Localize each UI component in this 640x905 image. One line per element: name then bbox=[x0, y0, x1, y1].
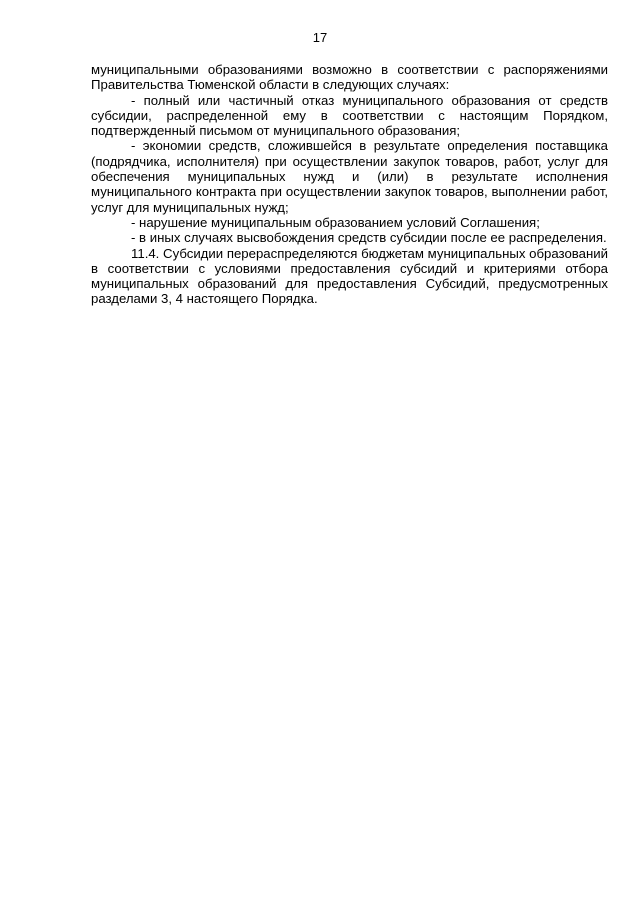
clause-11-4: 11.4. Субсидии перераспределяются бюджетам муниципальных образований в соответствии с условиями предоставления субсидий и критериями отбора муниципальных образований для предоставления Субсидий, предусмотренных разделами 3, 4 настоящего Порядка. bbox=[91, 245, 608, 307]
document-body bbox=[91, 62, 608, 307]
list-item-other-cases: - в иных случаях высвобождения средств субсидии после ее распределения. bbox=[131, 230, 607, 246]
list-item-violation: - нарушение муниципальным образованием условий Соглашения; bbox=[131, 214, 540, 230]
page-number: 17 bbox=[312, 30, 328, 45]
list-item-refusal: - полный или частичный отказ муниципального образования от средств субсидии, распределенной ему в соответствии с настоящим Порядком, подтвержденный письмом от муниципального образования; bbox=[91, 92, 608, 139]
list-item-savings: - экономии средств, сложившейся в результате определения поставщика (подрядчика, исполнителя) при осуществлении закупок товаров, работ, услуг для обеспечения муниципальных нужд и (или) в результате исполнения муниципального контракта при осуществлении закупок товаров, выполнении работ, услуг для муниципальных нужд; bbox=[91, 138, 608, 215]
paragraph-continuation: муниципальными образованиями возможно в соответствии с распоряжениями Правительства Тюменской области в следующих случаях: bbox=[91, 62, 608, 93]
